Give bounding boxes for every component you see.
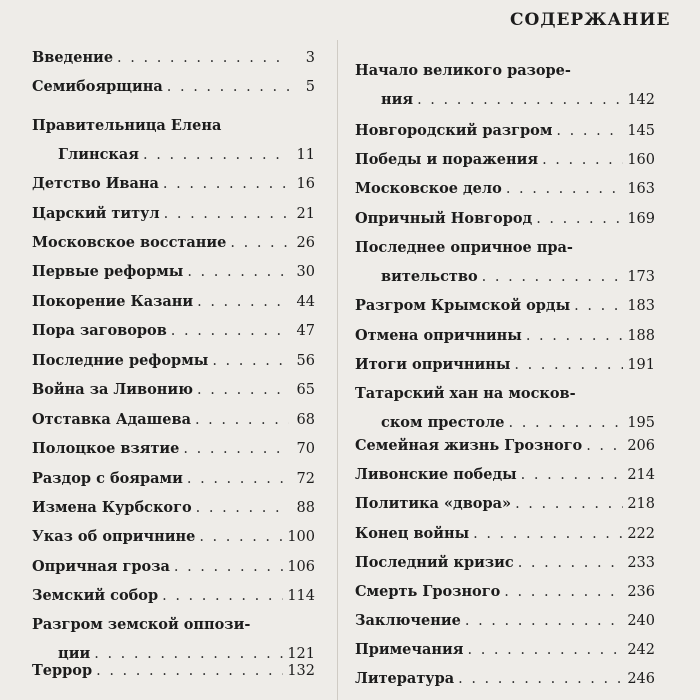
toc-entry-title: Ливонские победы — [355, 466, 517, 483]
toc-entry-title: Раздор с боярами — [32, 470, 183, 487]
toc-entry-title: Смерть Грозного — [355, 583, 501, 600]
toc-entry-title: ском престоле — [381, 414, 505, 431]
dot-leader — [417, 87, 623, 113]
toc-entry-title: вительство — [381, 268, 478, 285]
toc-entry-title: Семибоярщина — [32, 78, 163, 95]
toc-entry-title: Начало великого разоре- — [355, 62, 571, 79]
toc-entry-title: Московское восстание — [32, 234, 227, 251]
toc-entry-title: Примечания — [355, 641, 464, 658]
toc-entry-title: Правительница Елена — [32, 117, 222, 134]
toc-page-number: 30 — [296, 264, 315, 280]
page-heading: СОДЕРЖАНИЕ — [510, 10, 671, 30]
toc-entry-title: Конец войны — [355, 525, 470, 542]
toc-page-number: 132 — [287, 663, 315, 679]
toc-page-number: 173 — [627, 269, 655, 285]
toc-page-number: 214 — [627, 467, 655, 483]
toc-entry-title: Введение — [32, 49, 114, 66]
toc-page-number: 163 — [627, 181, 655, 197]
toc-entry-title: Земский собор — [32, 587, 159, 604]
toc-entry-title: Полоцкое взятие — [32, 440, 180, 457]
toc-page-number: 16 — [296, 176, 315, 192]
dot-leader — [504, 579, 623, 605]
toc-page-number: 183 — [627, 298, 655, 314]
toc-entry — [32, 74, 315, 100]
toc-entry — [355, 550, 655, 576]
dot-leader — [482, 264, 624, 290]
toc-entry — [355, 608, 655, 634]
dot-leader — [468, 637, 624, 663]
toc-page-number: 206 — [627, 438, 655, 454]
toc-entry-title: Татарский хан на москов- — [355, 385, 576, 402]
toc-page-number: 145 — [627, 123, 655, 139]
toc-page-number: 11 — [296, 147, 315, 163]
dot-leader — [521, 462, 624, 488]
dot-leader — [473, 521, 623, 547]
toc-entry-title: Победы и поражения — [355, 151, 539, 168]
dot-leader — [536, 206, 623, 232]
toc-entry — [355, 637, 655, 663]
toc-page-number: 44 — [296, 294, 315, 310]
toc-entry — [32, 318, 315, 344]
toc-entry — [32, 466, 315, 492]
toc-entry — [355, 352, 655, 378]
dot-leader — [197, 289, 289, 315]
toc-page-number: 218 — [627, 496, 655, 512]
toc-entry-title: Новгородский разгром — [355, 122, 553, 139]
toc-entry-title: ции — [58, 645, 91, 662]
toc-entry — [355, 579, 655, 605]
toc-entry — [32, 289, 315, 315]
toc-entry — [32, 259, 315, 285]
column-divider — [337, 40, 338, 700]
toc-entry-title: Последние реформы — [32, 352, 209, 369]
toc-page-number: 3 — [305, 50, 315, 66]
toc-entry-title: Детство Ивана — [32, 175, 159, 192]
toc-entry — [355, 118, 655, 144]
toc-page-number: 5 — [305, 79, 315, 95]
dot-leader — [162, 583, 283, 609]
toc-entry-title: Отставка Адашева — [32, 411, 191, 428]
dot-leader — [196, 495, 289, 521]
toc-entry-title: Итоги опричнины — [355, 356, 511, 373]
toc-page-number: 65 — [296, 382, 315, 398]
toc-entry — [32, 348, 315, 374]
toc-entry-title: Последнее опричное пра- — [355, 239, 573, 256]
dot-leader — [174, 554, 283, 580]
dot-leader — [199, 524, 283, 550]
toc-entry — [32, 377, 315, 403]
toc-page-number: 121 — [287, 646, 315, 662]
toc-entry-title: Разгром Крымской орды — [355, 297, 571, 314]
toc-entry — [32, 171, 315, 197]
toc-entry — [355, 58, 655, 113]
dot-leader — [515, 491, 623, 517]
toc-entry — [355, 666, 655, 692]
dot-leader — [171, 318, 289, 344]
toc-entry — [32, 554, 315, 580]
toc-page-number: 160 — [627, 152, 655, 168]
toc-page-number: 242 — [627, 642, 655, 658]
dot-leader — [506, 176, 624, 202]
toc-entry — [355, 323, 655, 349]
dot-leader — [586, 433, 623, 459]
dot-leader — [183, 436, 289, 462]
toc-entry-title: Глинская — [58, 146, 140, 163]
toc-entry — [32, 201, 315, 227]
toc-entry-title: Московское дело — [355, 180, 502, 197]
toc-page-number: 88 — [296, 500, 315, 516]
dot-leader — [212, 348, 289, 374]
toc-entry — [355, 206, 655, 232]
dot-leader — [574, 293, 623, 319]
toc-page-number: 100 — [287, 529, 315, 545]
toc-page-number: 26 — [296, 235, 315, 251]
toc-entry — [32, 583, 315, 609]
toc-entry — [355, 433, 655, 459]
toc-entry-title: Политика «двора» — [355, 495, 512, 512]
toc-page-number: 56 — [296, 353, 315, 369]
dot-leader — [556, 118, 623, 144]
toc-entry — [32, 524, 315, 550]
dot-leader — [187, 466, 289, 492]
toc-entry-title: Литература — [355, 670, 455, 687]
toc-page-number: 114 — [287, 588, 315, 604]
toc-page-number: 47 — [296, 323, 315, 339]
toc-entry-title: Разгром земской оппози- — [32, 616, 251, 633]
toc-page-number: 106 — [287, 559, 315, 575]
toc-entry — [355, 462, 655, 488]
toc-entry-title: Последний кризис — [355, 554, 514, 571]
toc-page-number: 195 — [627, 415, 655, 431]
toc-entry — [32, 495, 315, 521]
toc-entry — [32, 658, 315, 684]
toc-page-number: 68 — [296, 412, 315, 428]
toc-entry-title: Семейная жизнь Грозного — [355, 437, 583, 454]
toc-entry-title: Измена Курбского — [32, 499, 192, 516]
dot-leader — [143, 142, 289, 168]
toc-entry-title: Указ об опричнине — [32, 528, 196, 545]
dot-leader — [458, 666, 623, 692]
toc-entry — [32, 113, 315, 168]
toc-entry — [355, 491, 655, 517]
dot-leader — [164, 201, 289, 227]
toc-entry-title: ния — [381, 91, 414, 108]
dot-leader — [514, 352, 623, 378]
toc-entry-title: Отмена опричнины — [355, 327, 522, 344]
toc-page-number: 236 — [627, 584, 655, 600]
toc-entry — [32, 45, 315, 71]
toc-entry — [355, 521, 655, 547]
toc-entry — [355, 293, 655, 319]
dot-leader — [465, 608, 623, 634]
toc-page-number: 222 — [627, 526, 655, 542]
toc-page-number: 246 — [627, 671, 655, 687]
toc-page-number: 188 — [627, 328, 655, 344]
toc-page-number: 169 — [627, 211, 655, 227]
toc-entry-title: Террор — [32, 662, 93, 679]
dot-leader — [195, 407, 289, 433]
toc-entry-title: Заключение — [355, 612, 461, 629]
toc-entry-title: Пора заговоров — [32, 322, 167, 339]
toc-entry-title: Покорение Казани — [32, 293, 194, 310]
dot-leader — [197, 377, 289, 403]
toc-page-number: 191 — [627, 357, 655, 373]
dot-leader — [167, 74, 289, 100]
dot-leader — [526, 323, 624, 349]
toc-entry — [32, 230, 315, 256]
toc-entry — [355, 381, 655, 436]
dot-leader — [96, 658, 283, 684]
toc-entry-title: Опричный Новгород — [355, 210, 533, 227]
dot-leader — [163, 171, 289, 197]
dot-leader — [542, 147, 623, 173]
dot-leader — [117, 45, 289, 71]
toc-page-number: 21 — [296, 206, 315, 222]
toc-entry — [32, 407, 315, 433]
toc-page-number: 70 — [296, 441, 315, 457]
toc-page-number: 142 — [627, 92, 655, 108]
dot-leader — [187, 259, 289, 285]
toc-entry-title: Опричная гроза — [32, 558, 170, 575]
toc-page-number: 72 — [296, 471, 315, 487]
dot-leader — [518, 550, 624, 576]
toc-page-number: 240 — [627, 613, 655, 629]
toc-entry — [355, 235, 655, 290]
toc-entry — [32, 436, 315, 462]
toc-entry-title: Война за Ливонию — [32, 381, 193, 398]
toc-entry-title: Царский титул — [32, 205, 160, 222]
toc-entry — [355, 147, 655, 173]
toc-entry-title: Первые реформы — [32, 263, 184, 280]
toc-entry — [355, 176, 655, 202]
toc-page-number: 233 — [627, 555, 655, 571]
dot-leader — [230, 230, 289, 256]
